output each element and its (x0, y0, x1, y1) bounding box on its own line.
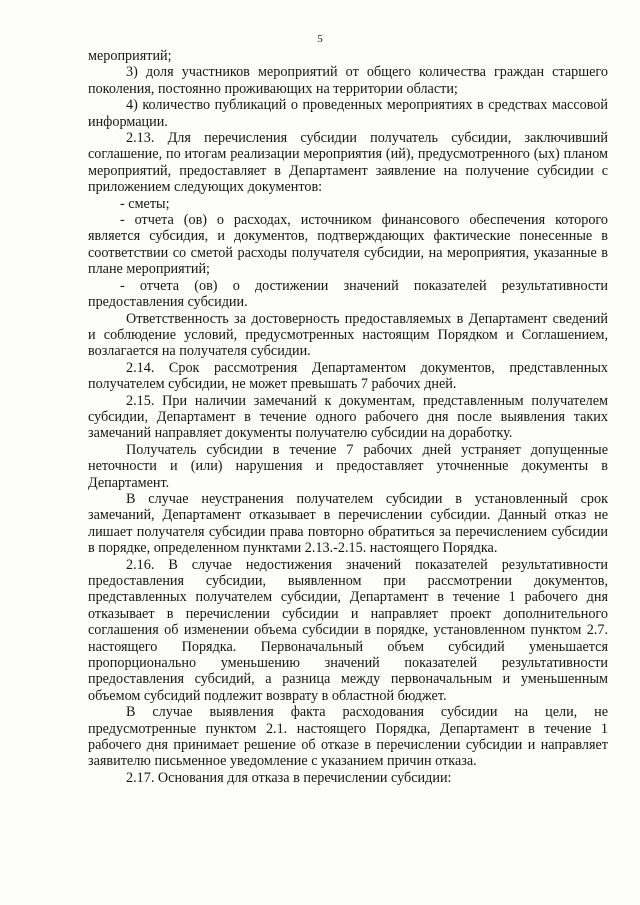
paragraph-misuse: В случае выявления факта расходования субсидии на цели, не предусмотренные пунктом 2.1. настоящего Порядка, Департамент в течение 1 рабочего дня принимает решение об отказе в перечислении субсидии и направляет заявителю письменное уведомление с указанием причин отказа. (88, 704, 608, 770)
paragraph-corrections: Получатель субсидии в течение 7 рабочих дней устраняет допущенные неточности и (или) нарушения и предоставляет уточненные документы в Департамент. (88, 441, 608, 491)
clause-2-16: 2.16. В случае недостижения значений показателей результативности предоставления субсидии, выявленном при рассмотрении документов, представленных получателем субсидии, Департамент в течение 1 рабочего дня отказывает в перечислении субсидии и направляет проект дополнительного соглашения об изменении объема субсидии в порядке, установленном пунктом 2.7. настоящего Порядка. Первоначальный объем субсидий уменьшается пропорционально уменьшению значений показателей результативности предоставления субсидий, а разница между первоначальным и уменьшенным объемом субсидий подлежит возврату в областной бюджет. (88, 556, 608, 704)
clause-2-15: 2.15. При наличии замечаний к документам, представленным получателем субсидии, Департамент в течение одного рабочего дня после выявления таких замечаний направляет документы получателю субсидии на доработку. (88, 392, 608, 442)
list-item-4: 4) количество публикаций о проведенных мероприятиях в средствах массовой информации. (88, 97, 608, 130)
list-item-3: 3) доля участников мероприятий от общего количества граждан старшего поколения, постоянно проживающих на территории области; (88, 64, 608, 97)
document-list-item-performance-reports: - отчета (ов) о достижении значений показателей результативности предоставления субсидии. (88, 277, 608, 311)
document-list-item-expense-reports: - отчета (ов) о расходах, источником финансового обеспечения которого является субсидия, и документов, подтверждающих фактические понесенные в соответствии со сметой расходы получателя субсидии, на мероприятия, указанные в плане мероприятий; (88, 212, 608, 278)
clause-2-17: 2.17. Основания для отказа в перечислении субсидии: (126, 769, 452, 786)
paragraph-refusal: В случае неустранения получателем субсидии в установленный срок замечаний, Департамент отказывает в перечислении субсидии. Данный отказ не лишает получателя субсидии права повторно обратиться за перечислением субсидии в порядке, определенном пунктами 2.13.-2.15. настоящего Порядка. (88, 490, 608, 557)
clause-2-13: 2.13. Для перечисления субсидии получатель субсидии, заключивший соглашение, по итогам реализации мероприятия (ий), предусмотренного (ых) планом мероприятий, предоставляет в Департамент заявление на получение субсидии с приложением следующих документов: (88, 130, 608, 196)
paragraph-responsibility: Ответственность за достоверность предоставляемых в Департамент сведений и соблюдение условий, предусмотренных настоящим Порядком и Соглашением, возлагается на получателя субсидии. (88, 310, 608, 360)
clause-2-14: 2.14. Срок рассмотрения Департаментом документов, представленных получателем субсидии, не может превышать 7 рабочих дней. (88, 359, 608, 393)
document-list-item-estimates: - сметы; (120, 195, 170, 212)
page-number: 5 (317, 33, 323, 45)
document-body (88, 48, 608, 786)
paragraph-continuation: мероприятий; (88, 48, 172, 64)
